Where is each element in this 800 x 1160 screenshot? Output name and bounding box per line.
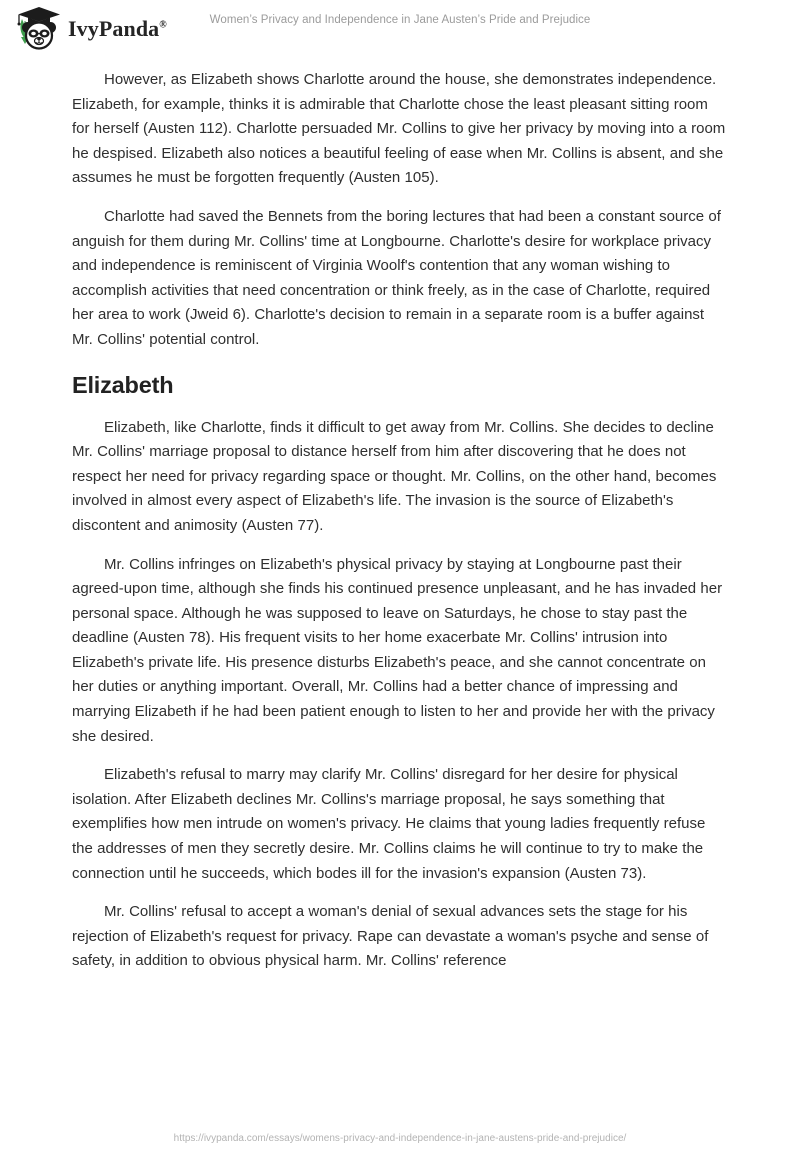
document-title: Women’s Privacy and Independence in Jane Austen’s Pride and Prejudice	[209, 14, 591, 26]
source-url[interactable]: https://ivypanda.com/essays/womens-privacy-and-independence-in-jane-austens-pride-and-prejudice/	[173, 1133, 627, 1144]
page-footer	[0, 1128, 800, 1146]
paragraph: Charlotte had saved the Bennets from the boring lectures that had been a constant source of anguish for them during Mr. Collins' time at Longbourne. Charlotte's desire for workplace privacy and independence is reminiscent of Virginia Woolf's contention that any woman wishing to accomplish activities that need concentration or think freely, as in the case of Charlotte, required her area to work (Jweid 6). Charlotte's decision to remain in a separate room is a buffer against Mr. Collins' potential control.	[72, 207, 721, 348]
brand-logo[interactable]	[16, 6, 167, 50]
paragraph: However, as Elizabeth shows Charlotte around the house, she demonstrates independence. Elizabeth, for example, thinks it is admirable that Charlotte chose the least pleasant sitting room for herself (Austen 112). Charlotte persuaded Mr. Collins to give her privacy by moving into a room he despised. Elizabeth also notices a beautiful feeling of ease when Mr. Collins is absent, and she assumes he must be forgotten frequently (Austen 105).	[72, 71, 726, 187]
panda-graduate-logo-icon	[16, 6, 62, 50]
section-heading-elizabeth: Elizabeth	[72, 371, 174, 398]
page-header	[0, 0, 800, 56]
paragraph: Mr. Collins infringes on Elizabeth's physical privacy by staying at Longbourne past their agreed-upon time, although she finds his continued presence unpleasant, and he has invaded her personal space. Although he was supposed to leave on Saturdays, he chose to stay past the deadline (Austen 78). His frequent visits to her home exacerbate Mr. Collins' intrusion into Elizabeth's private life. His presence disturbs Elizabeth's peace, and she cannot concentrate on her duties or anything important. Overall, Mr. Collins had a better chance of impressing and marrying Elizabeth if he had been patient enough to listen to her and provide her with the privacy she desired.	[72, 555, 723, 745]
registered-mark: ®	[159, 19, 167, 31]
paragraph: Elizabeth, like Charlotte, finds it difficult to get away from Mr. Collins. She decides to decline Mr. Collins' marriage proposal to distance herself from him after discovering that he does not respect her need for privacy regarding space or thought. Mr. Collins, on the other hand, becomes involved in almost every aspect of Elizabeth's life. The invasion is the source of Elizabeth's discontent and animosity (Austen 77).	[72, 418, 717, 534]
brand-name-text: IvyPanda	[68, 16, 160, 41]
document-body	[72, 68, 729, 988]
paragraph: Elizabeth's refusal to marry may clarify Mr. Collins' disregard for her desire for physical isolation. After Elizabeth declines Mr. Collins's marriage proposal, he says something that exemplifies how men intrude on women's privacy. He claims that young ladies frequently refuse the addresses of men they secretly desire. Mr. Collins claims he will continue to try to make the connection until he succeeds, which bodes ill for the invasion's expansion (Austen 73).	[72, 766, 706, 882]
paragraph: Mr. Collins' refusal to accept a woman's denial of sexual advances sets the stage for his rejection of Elizabeth's request for privacy. Rape can devastate a woman's psyche and sense of safety, in addition to obvious physical harm. Mr. Collins' reference	[72, 903, 709, 970]
